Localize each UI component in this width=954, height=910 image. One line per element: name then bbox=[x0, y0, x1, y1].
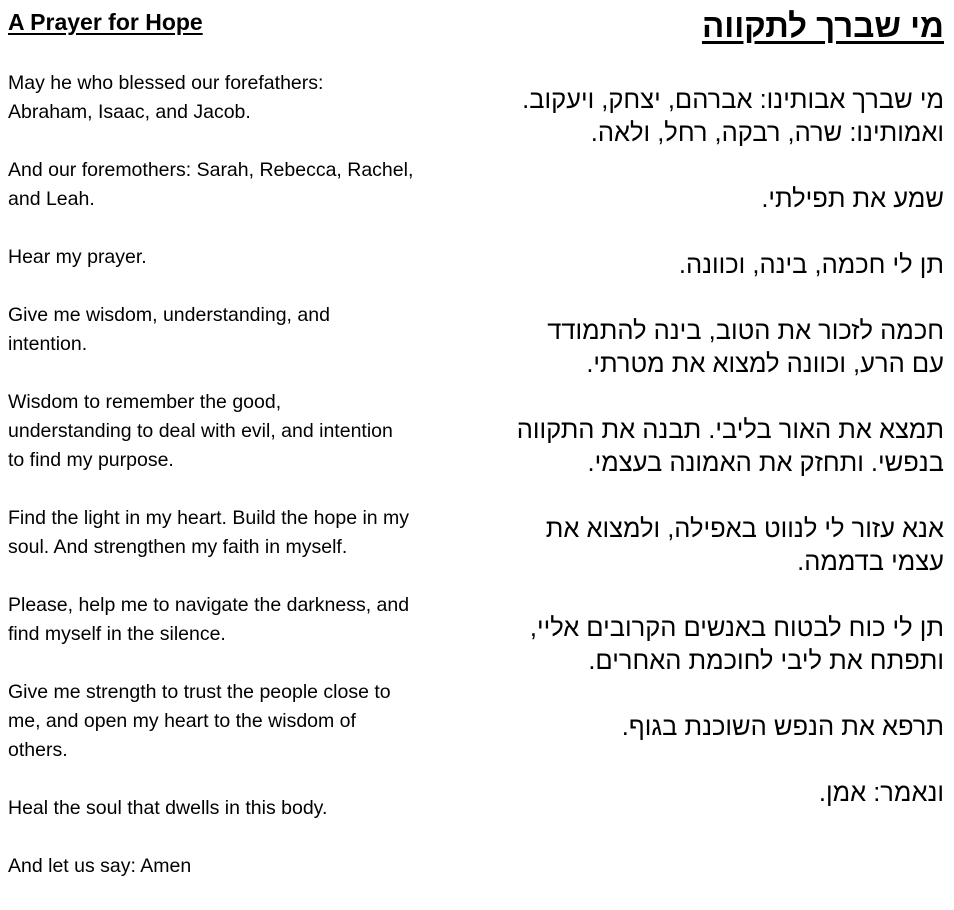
hebrew-line: תרפא את הנפש השוכנת בגוף. bbox=[621, 713, 944, 741]
hebrew-line: שמע את תפילתי. bbox=[761, 185, 944, 213]
hebrew-title: מי שברך לתקווה bbox=[701, 7, 944, 44]
english-line: Give me wisdom, understanding, and bbox=[8, 304, 330, 326]
english-paragraph bbox=[8, 591, 478, 649]
english-line: find myself in the silence. bbox=[8, 623, 226, 645]
english-line: And let us say: Amen bbox=[8, 855, 192, 877]
hebrew-paragraph bbox=[474, 513, 944, 579]
hebrew-line: מי שברך אבותינו: אברהם, יצחק, ויעקוב. bbox=[522, 86, 944, 114]
hebrew-paragraph bbox=[474, 249, 944, 282]
hebrew-line: אנא עזור לי לנווט באפילה, ולמצוא את bbox=[545, 515, 944, 543]
hebrew-paragraph bbox=[474, 183, 944, 216]
hebrew-line: עם הרע, וכוונה למצוא את מטרתי. bbox=[586, 350, 944, 378]
english-line: Find the light in my heart. Build the hope in my bbox=[8, 507, 410, 529]
english-line: Please, help me to navigate the darkness, and bbox=[8, 594, 410, 616]
english-line: And our foremothers: Sarah, Rebecca, Rachel, bbox=[8, 159, 414, 181]
hebrew-paragraph bbox=[474, 777, 944, 810]
hebrew-line: ונאמר: אמן. bbox=[818, 779, 944, 807]
hebrew-line: תמצא את האור בליבי. תבנה את התקווה bbox=[516, 416, 944, 444]
english-paragraph bbox=[8, 243, 478, 272]
english-line: understanding to deal with evil, and intention bbox=[8, 420, 393, 442]
hebrew-paragraph bbox=[474, 612, 944, 678]
english-line: Wisdom to remember the good, bbox=[8, 391, 282, 413]
english-line: soul. And strengthen my faith in myself. bbox=[8, 536, 348, 558]
english-line: Give me strength to trust the people close to bbox=[8, 681, 391, 703]
english-paragraph bbox=[8, 852, 478, 881]
english-column bbox=[8, 6, 478, 910]
hebrew-line: חכמה לזכור את הטוב, בינה להתמודד bbox=[547, 317, 944, 345]
english-line: Hear my prayer. bbox=[8, 246, 147, 268]
english-paragraph bbox=[8, 156, 478, 214]
english-line: Abraham, Isaac, and Jacob. bbox=[8, 101, 251, 123]
hebrew-line: ותפתח את ליבי לחוכמת האחרים. bbox=[588, 647, 944, 675]
english-paragraph bbox=[8, 301, 478, 359]
english-line: to find my purpose. bbox=[8, 449, 174, 471]
hebrew-line: עצמי בדממה. bbox=[797, 548, 944, 576]
hebrew-line: תן לי כוח לבטוח באנשים הקרובים אליי, bbox=[529, 614, 944, 642]
english-line: intention. bbox=[8, 333, 88, 355]
english-title: A Prayer for Hope bbox=[8, 9, 203, 35]
english-paragraph bbox=[8, 794, 478, 823]
english-line: Heal the soul that dwells in this body. bbox=[8, 797, 328, 819]
hebrew-line: תן לי חכמה, בינה, וכוונה. bbox=[678, 251, 944, 279]
hebrew-paragraph bbox=[474, 315, 944, 381]
hebrew-paragraph bbox=[474, 84, 944, 150]
english-paragraph bbox=[8, 678, 478, 765]
english-paragraph bbox=[8, 388, 478, 475]
hebrew-line: ואמותינו: שרה, רבקה, רחל, ולאה. bbox=[590, 119, 944, 147]
english-line: and Leah. bbox=[8, 188, 95, 210]
hebrew-paragraph bbox=[474, 711, 944, 744]
english-paragraph bbox=[8, 69, 478, 127]
hebrew-line: בנפשי. ותחזק את האמונה בעצמי. bbox=[587, 449, 944, 477]
hebrew-paragraph bbox=[474, 414, 944, 480]
english-paragraph bbox=[8, 504, 478, 562]
english-line: others. bbox=[8, 739, 68, 761]
english-line: me, and open my heart to the wisdom of bbox=[8, 710, 356, 732]
hebrew-column bbox=[474, 4, 944, 843]
english-line: May he who blessed our forefathers: bbox=[8, 72, 324, 94]
